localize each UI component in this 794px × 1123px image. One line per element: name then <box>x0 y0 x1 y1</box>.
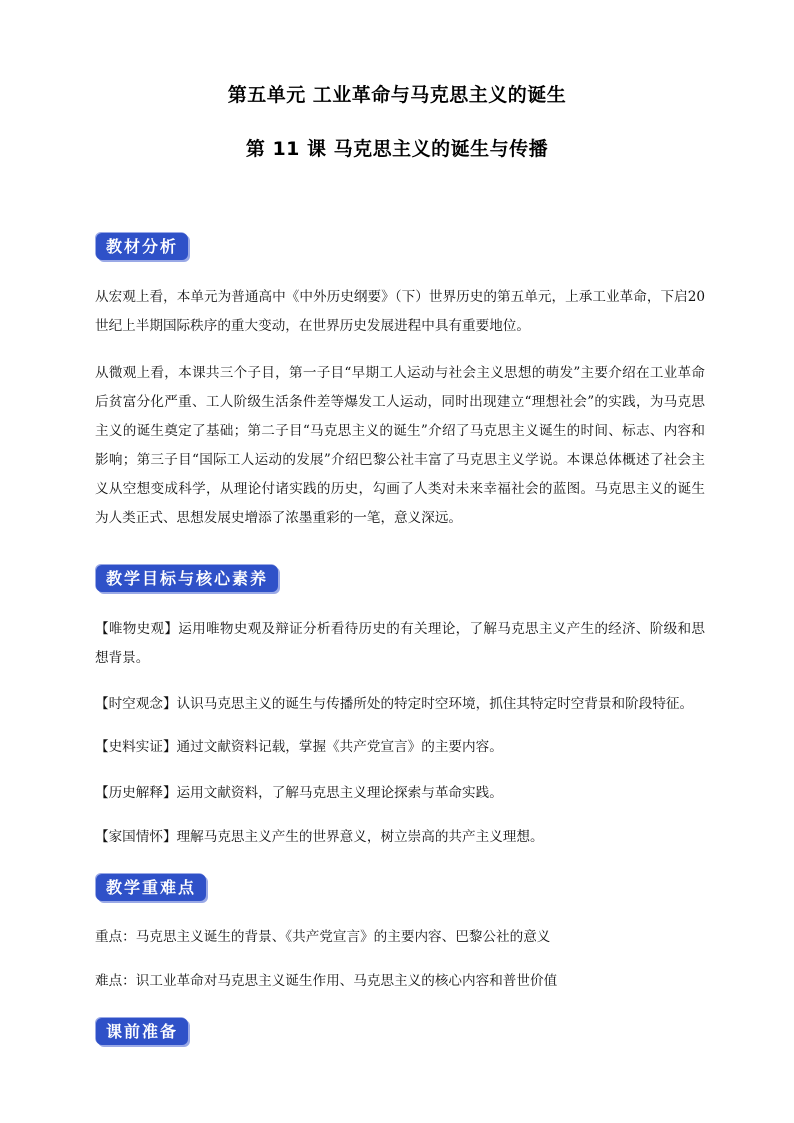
analysis-paragraph-2: 从微观上看，本课共三个子目，第一子目“早期工人运动与社会主义思想的萌发”主要介绍在工业革命后贫富分化严重、工人阶级生活条件差等爆发工人运动，同时出现建立“理想社会”的实践，为马克思主义的诞生奠定了基础；第二子目“马克思主义的诞生”介绍了马克思主义诞生的时间、标志、内容和影响；第三子目“国际工人运动的发展”介绍巴黎公社丰富了马克思主义学说。本课总体概述了社会主义从空想变成科学，从理论付诸实践的历史，勾画了人类对未来幸福社会的蓝图。马克思主义的诞生为人类正式、思想发展史增添了浓墨重彩的一笔，意义深远。 <box>95 365 705 526</box>
section-heading-key-points: 教学重难点 <box>96 874 206 901</box>
goal-item-time-space: 【时空观念】认识马克思主义的诞生与传播所处的特定时空环境，抓住其特定时空背景和阶段特征。 <box>95 696 694 712</box>
section-heading-analysis: 教材分析 <box>96 233 188 260</box>
key-point-focus: 重点：马克思主义诞生的背景、《共产党宣言》的主要内容、巴黎公社的意义 <box>95 929 551 945</box>
analysis-paragraph-1: 从宏观上看，本单元为普通高中《中外历史纲要》（下）世界历史的第五单元，上承工业革命，下启20世纪上半期国际秩序的重大变动，在世界历史发展进程中具有重要地位。 <box>95 289 705 334</box>
key-point-difficulty: 难点：识工业革命对马克思主义诞生作用、马克思主义的核心内容和普世价值 <box>95 973 558 989</box>
goal-item-materialism: 【唯物史观】运用唯物史观及辩证分析看待历史的有关理论，了解马克思主义产生的经济、阶级和思想背景。 <box>95 621 705 666</box>
unit-title: 第五单元 工业革命与马克思主义的诞生 <box>227 84 567 106</box>
goal-item-evidence: 【史料实证】通过文献资料记载，掌握《共产党宣言》的主要内容。 <box>95 739 503 755</box>
section-heading-preparation: 课前准备 <box>96 1018 188 1045</box>
goal-item-patriotism: 【家国情怀】理解马克思主义产生的世界意义，树立崇高的共产主义理想。 <box>95 829 544 845</box>
goal-item-interpretation: 【历史解释】运用文献资料，了解马克思主义理论探索与革命实践。 <box>95 785 503 801</box>
section-heading-goals: 教学目标与核心素养 <box>96 565 278 592</box>
lesson-title: 第 11 课 马克思主义的诞生与传播 <box>245 138 549 160</box>
